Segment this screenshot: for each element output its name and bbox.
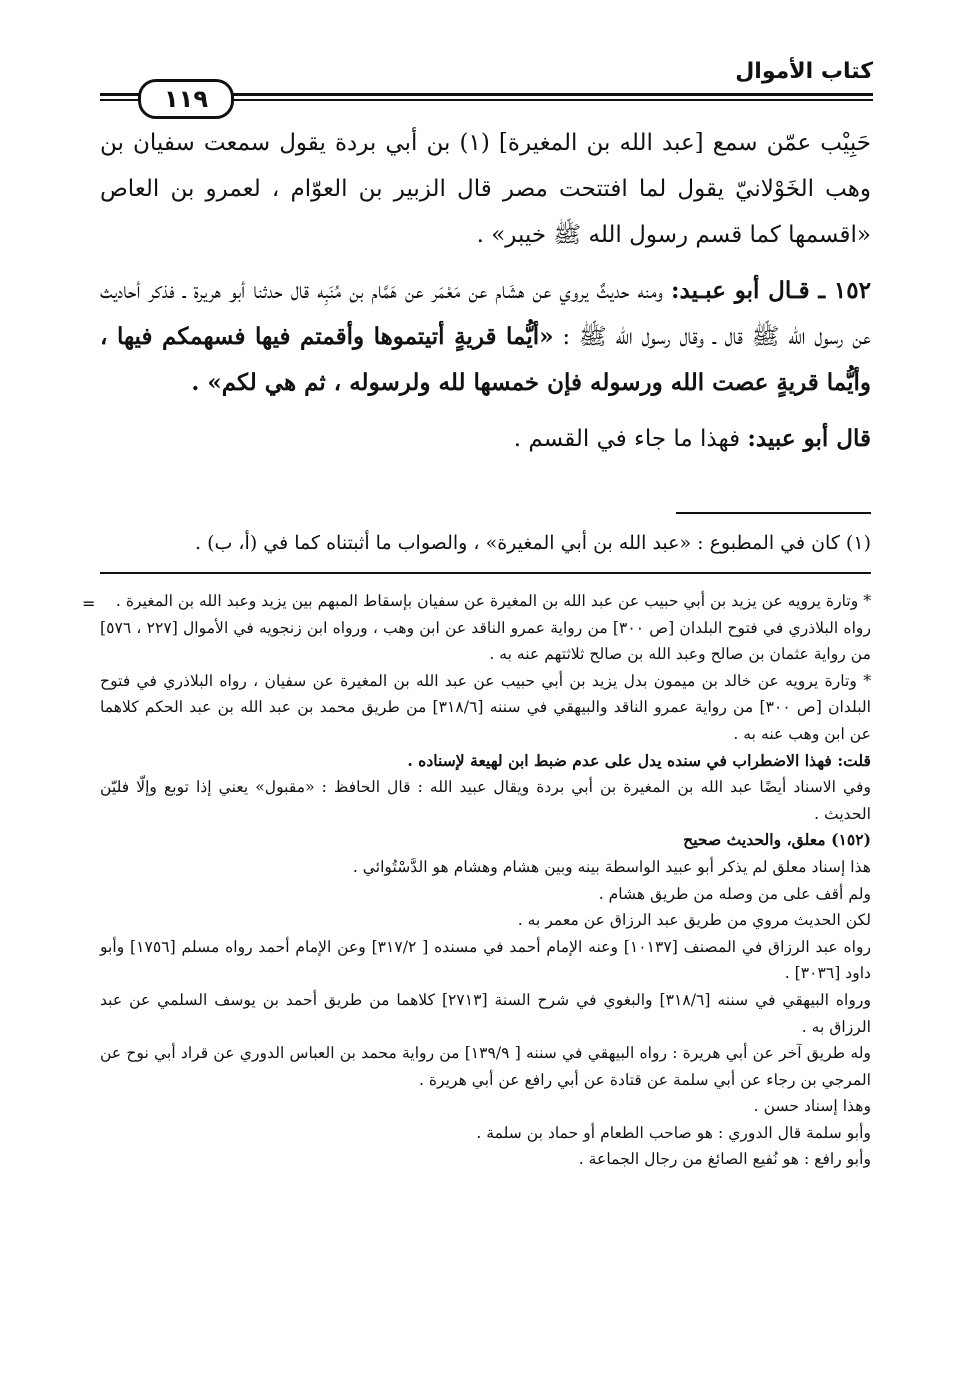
commentary-line: وأبو رافع : هو نُفيع الصائغ من رجال الجماعة .	[578, 1150, 871, 1169]
commentary-line: وأبو سلمة قال الدوري : هو صاحب الطعام أو حماد بن سلمة .	[476, 1123, 871, 1142]
closing-paragraph	[100, 416, 871, 462]
main-text	[100, 120, 871, 462]
commentary-line: لكن الحديث مروي من طريق عبد الرزاق عن معمر به .	[517, 911, 871, 930]
page-number: ١١٩	[138, 79, 234, 119]
footnote: (١) كان في المطبوع : «عبد الله بن أبي المغيرة» ، والصواب ما أثبتناه كما في (أ، ب) .	[195, 532, 871, 554]
commentary	[100, 588, 871, 1173]
commentary-line: وهذا إسناد حسن .	[753, 1097, 871, 1116]
commentary-line: * وتارة يرويه عن خالد بن ميمون بدل يزيد بن أبي حبيب عن عبد الله بن المغيرة عن سفيان ، رواه البلاذري في فتوح البلدان [ص ٣٠٠] من رواية عمرو الناقد والبيهقي في سننه [٣١٨/٦] من طريق محمد بن عبد الله بن عبد الحكم كلاهما عن ابن وهب عنه به .	[100, 671, 871, 743]
footnote-rule	[676, 512, 871, 514]
commentary-line: رواه عبد الرزاق في المصنف [١٠١٣٧] وعنه الإمام أحمد في مسنده [ ٣١٧/٢] وعن الإمام أحمد رواه مسلم [١٧٥٦] وأبو داود [٣٠٣٦] .	[100, 937, 872, 983]
continuation-mark: =	[82, 594, 96, 613]
paragraph-152-lead: ١٥٢ ـ قـال أبو عبـيد:	[671, 277, 871, 304]
commentary-line: ولم أقف على من وصله من طريق هشام .	[598, 884, 871, 903]
main-paragraph: حَبِيْب عمّن سمع [عبد الله بن المغيرة] (١) بن أبي بردة يقول سمعت سفيان بن وهب الخَوْلانيّ يقول لما افتتحت مصر قال الزبير بن العوّام ، لعمرو بن العاص «اقسمها كما قسم رسول الله ﷺ خيبر» .	[100, 130, 871, 248]
commentary-note: قلت: فهذا الاضطراب في سنده يدل على عدم ضبط ابن لهيعة لإسناده .	[407, 750, 871, 770]
running-title: كتاب الأموال	[735, 59, 873, 84]
closing-lead: قال أبو عبيد:	[747, 425, 871, 452]
commentary-line: * وتارة يرويه عن يزيد بن أبي حبيب عن عبد الله بن المغيرة عن سفيان بإسقاط المبهم بين يزيد وعبد الله بن المغيرة .	[115, 592, 871, 610]
closing-text: فهذا ما جاء في القسم .	[513, 426, 748, 452]
paragraph-152-text: ومنه حديثٌ يروي عن هشَام عن مَعْمَر عن هَمَّام بن مُنَبِه قال حدثنا أبو هريرة ـ فذكر أحاديث عن رسول الله ﷺ قال ـ وقال رسول الله ﷺ :	[100, 278, 871, 350]
commentary-line: وله طريق آخر عن أبي هريرة : رواه البيهقي في سننه [ ١٣٩/٩] من رواية محمد بن العباس الدوري عن قراد أبي نوح عن المرجي بن رجاء عن أبي سلمة عن قتادة عن أبي رافع عن أبي هريرة .	[100, 1044, 871, 1089]
commentary-line: ورواه البيهقي في سننه [٣١٨/٦] والبغوي في شرح السنة [٢٧١٣] كلاهما من طريق أحمد بن يوسف السلمي عن عبد الرزاق به .	[100, 990, 871, 1036]
commentary-line: رواه البلاذري في فتوح البلدان [ص ٣٠٠] من رواية عمرو الناقد عن ابن وهب ، ورواه ابن زنجويه في الأموال [٢٢٧ ، ٥٧٦] من رواية عثمان بن صالح وعبد الله بن صالح ثلاثتهم عنه به .	[100, 618, 871, 664]
commentary-line: هذا إسناد معلق لم يذكر أبو عبيد الواسطة بينه وبين هشام وهشام هو الدَّسْتُوائي .	[352, 857, 871, 876]
paragraph-152	[100, 268, 871, 406]
commentary-line: وفي الاسناد أيضًا عبد الله بن المغيرة بن أبي بردة ويقال عبيد الله : قال الحافظ : «مقبول» يعني إذا توبع وإلّا فليّن الحديث .	[100, 778, 871, 823]
commentary-rule	[100, 572, 871, 574]
page-header	[100, 55, 873, 113]
hadith-text: «أيُّما قريةٍ أتيتموها وأقمتم فيها فسهمكم فيها ، وأيُّما قريةٍ عصت الله ورسوله فإن خمسها لله ولرسوله ، ثم هي لكم» .	[100, 323, 871, 396]
commentary-heading: (١٥٢) معلق، والحديث صحيح	[683, 830, 871, 850]
